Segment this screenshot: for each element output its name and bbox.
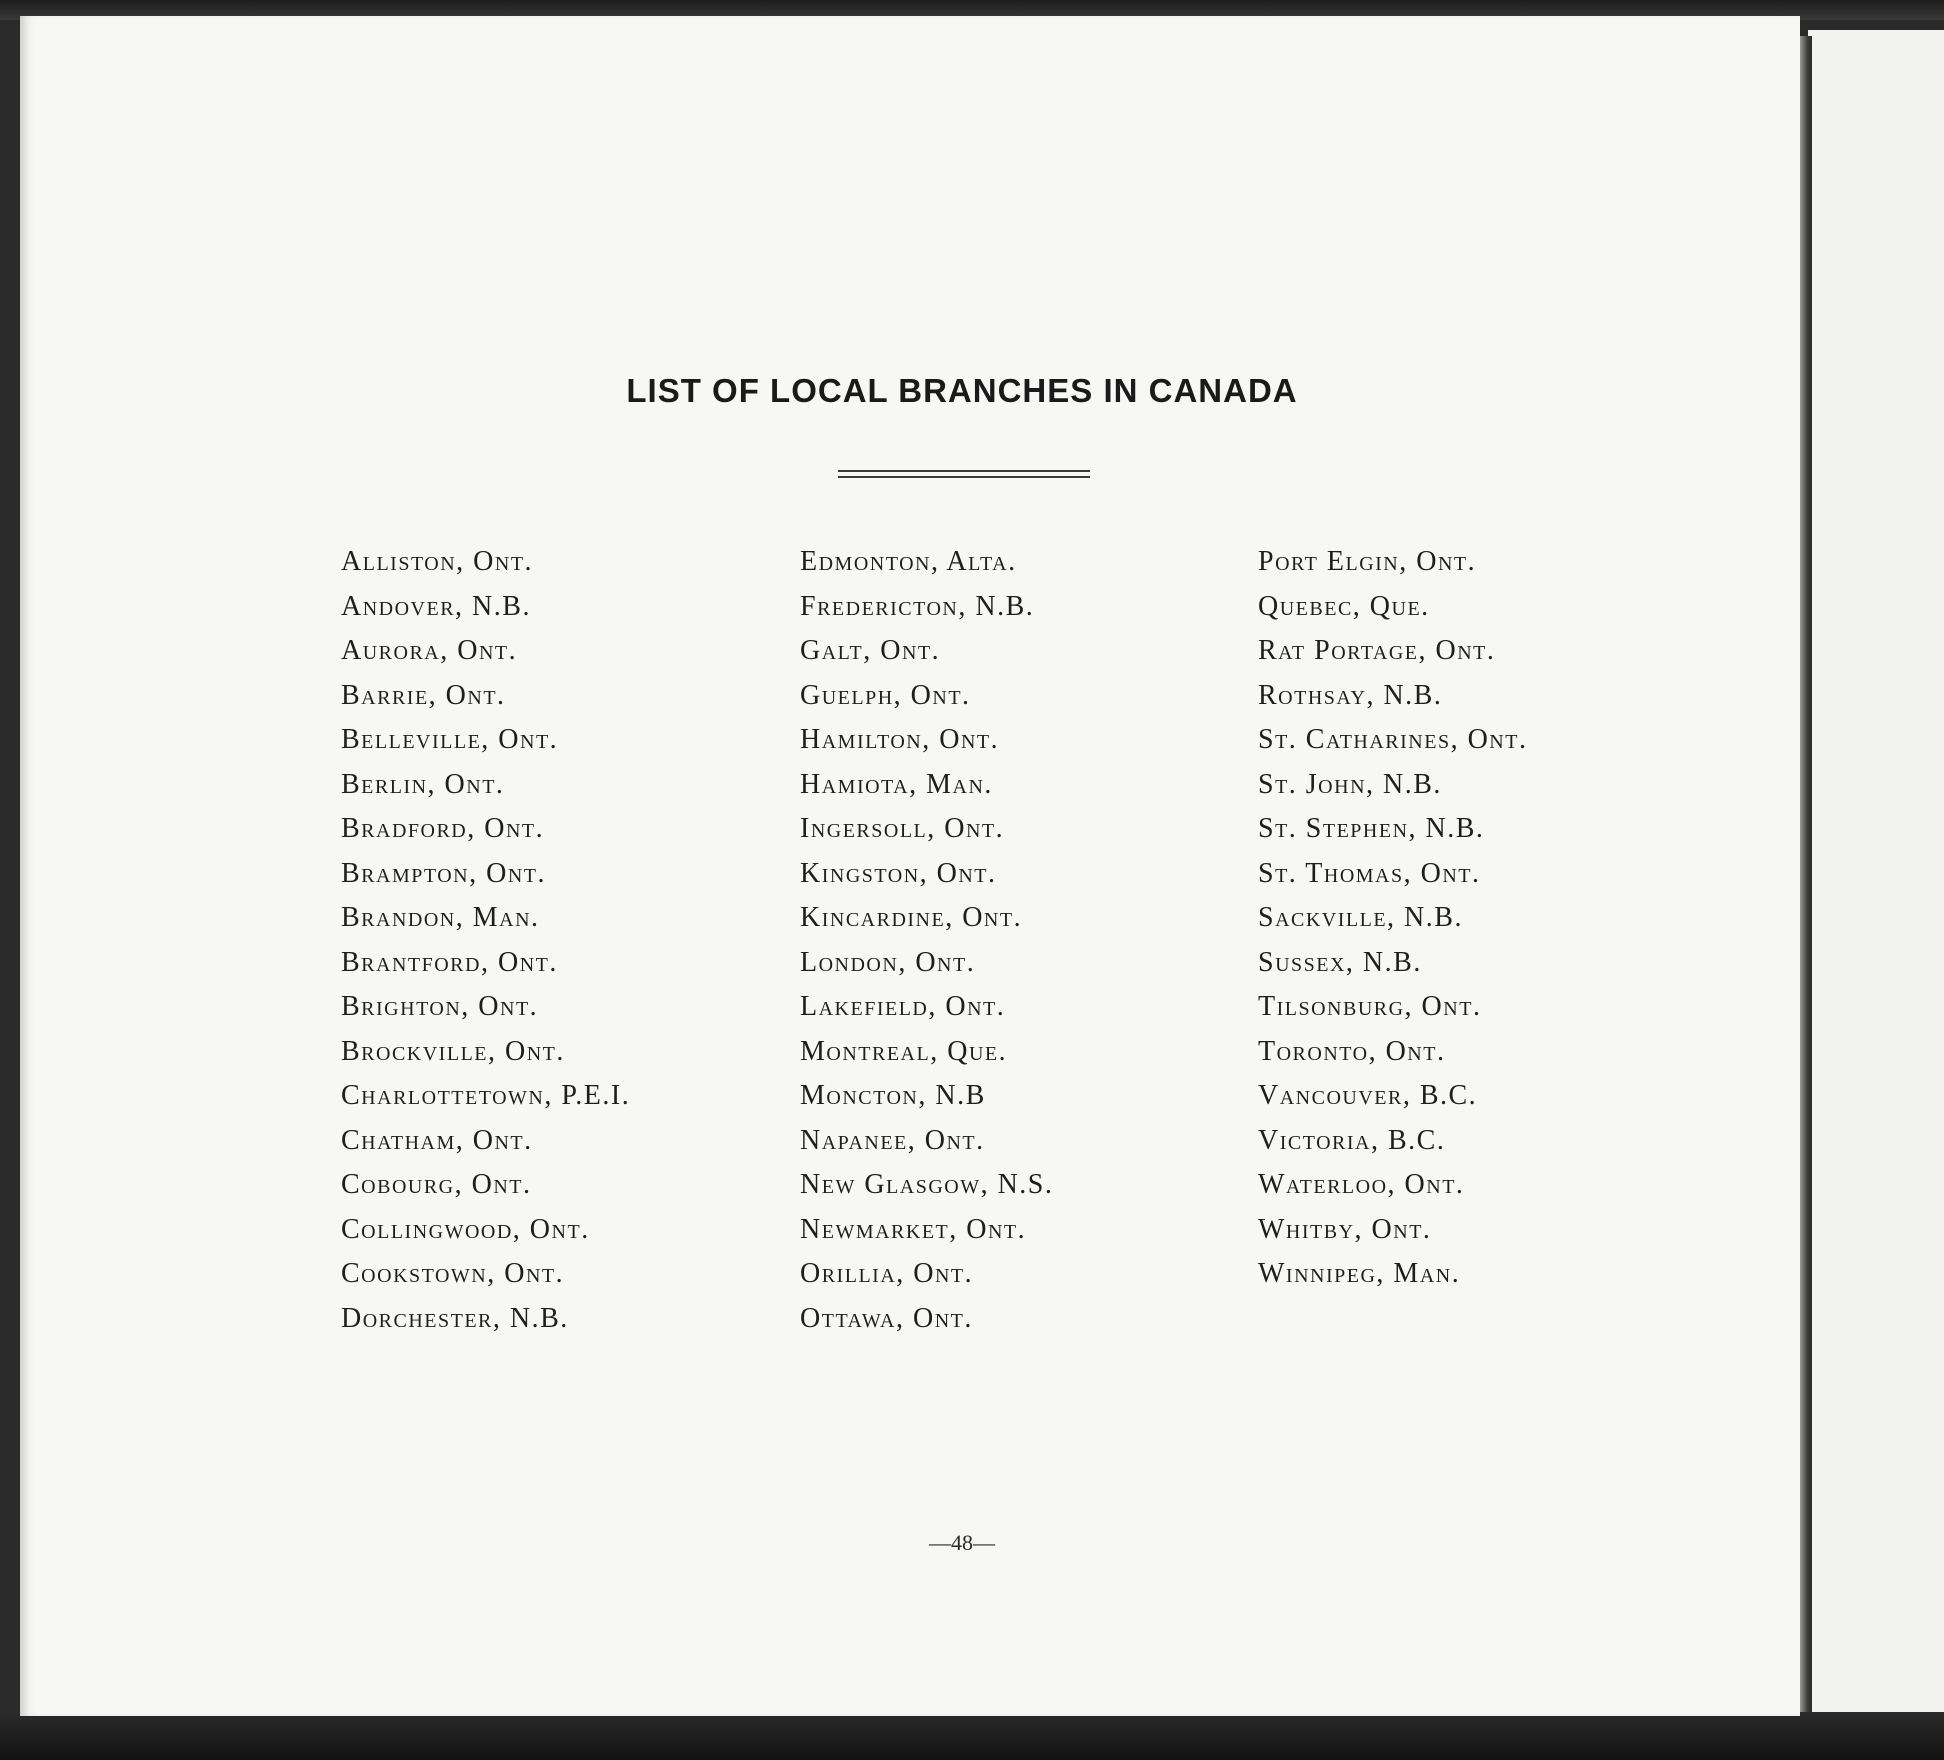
branch-list-item: New Glasgow, N.S. bbox=[800, 1169, 1054, 1200]
branch-list-item: Berlin, Ont. bbox=[341, 768, 505, 800]
branch-list-item: Napanee, Ont. bbox=[800, 1124, 985, 1156]
branch-list-item: Charlottetown, P.E.I. bbox=[341, 1080, 631, 1111]
scan-background-bottom bbox=[0, 1712, 1944, 1760]
branch-list-item: Cobourg, Ont. bbox=[341, 1169, 532, 1200]
branch-list-item: Collingwood, Ont. bbox=[341, 1213, 590, 1245]
branch-list-item: Kincardine, Ont. bbox=[800, 902, 1023, 933]
title-rule-top bbox=[838, 470, 1090, 472]
branch-list-item: Rothsay, N.B. bbox=[1258, 679, 1443, 711]
branch-list-item: Tilsonburg, Ont. bbox=[1258, 991, 1482, 1022]
branch-list-item: Fredericton, N.B. bbox=[800, 590, 1035, 622]
page-number: —48— bbox=[929, 1530, 995, 1555]
branch-list-item: Barrie, Ont. bbox=[341, 679, 506, 711]
facing-page-edge bbox=[1808, 30, 1944, 1715]
branch-list-item: Ottawa, Ont. bbox=[800, 1302, 973, 1334]
branch-list-item: Moncton, N.B bbox=[800, 1080, 986, 1111]
title-rule-bottom bbox=[838, 476, 1090, 478]
branch-list-item: Ingersoll, Ont. bbox=[800, 813, 1005, 844]
branch-list-item: Montreal, Que. bbox=[800, 1035, 1008, 1067]
branch-list-item: Aurora, Ont. bbox=[341, 635, 518, 666]
branch-list-item: Port Elgin, Ont. bbox=[1258, 546, 1477, 577]
branch-list-item: Kingston, Ont. bbox=[800, 857, 997, 889]
branch-column-3 bbox=[1258, 540, 1527, 1297]
branch-list-item: Belleville, Ont. bbox=[341, 724, 559, 755]
branch-list-item: Hamiota, Man. bbox=[800, 768, 993, 800]
branch-list-item: Brantford, Ont. bbox=[341, 946, 558, 978]
branch-list-item: London, Ont. bbox=[800, 946, 976, 978]
branch-list-item: Victoria, B.C. bbox=[1258, 1124, 1446, 1156]
branch-column-1 bbox=[341, 540, 630, 1341]
branch-list-item: Winnipeg, Man. bbox=[1258, 1258, 1461, 1289]
branch-list-item: St. Catharines, Ont. bbox=[1258, 724, 1528, 755]
branch-list-item: Sackville, N.B. bbox=[1258, 902, 1463, 933]
branch-list-item: Sussex, N.B. bbox=[1258, 946, 1422, 978]
branch-list-item: Andover, N.B. bbox=[341, 590, 531, 622]
branch-list-item: Alliston, Ont. bbox=[341, 546, 534, 577]
branch-list-item: Brandon, Man. bbox=[341, 902, 540, 933]
branch-list-item: Toronto, Ont. bbox=[1258, 1035, 1446, 1067]
page-title: LIST OF LOCAL BRANCHES IN CANADA bbox=[626, 372, 1298, 409]
branch-list-item: Edmonton, Alta. bbox=[800, 546, 1017, 577]
branch-list-item: Quebec, Que. bbox=[1258, 590, 1430, 622]
branch-list-item: Newmarket, Ont. bbox=[800, 1213, 1027, 1245]
branch-list-item: Orillia, Ont. bbox=[800, 1258, 974, 1289]
branch-list-item: Galt, Ont. bbox=[800, 635, 941, 666]
branch-list-item: Chatham, Ont. bbox=[341, 1124, 533, 1156]
branch-list-item: Hamilton, Ont. bbox=[800, 724, 1000, 755]
branch-list-item: St. Thomas, Ont. bbox=[1258, 857, 1481, 889]
branch-list-item: Brighton, Ont. bbox=[341, 991, 539, 1022]
branch-list-item: St. John, N.B. bbox=[1258, 768, 1442, 800]
branch-list-item: Vancouver, B.C. bbox=[1258, 1080, 1478, 1111]
branch-list-item: Rat Portage, Ont. bbox=[1258, 635, 1496, 666]
branch-list-item: Bradford, Ont. bbox=[341, 813, 545, 844]
branch-list-item: Waterloo, Ont. bbox=[1258, 1169, 1465, 1200]
branch-list-item: Dorchester, N.B. bbox=[341, 1302, 569, 1334]
branch-list-item: Whitby, Ont. bbox=[1258, 1213, 1432, 1245]
branch-list-item: Lakefield, Ont. bbox=[800, 991, 1006, 1022]
branch-column-2 bbox=[800, 540, 1053, 1341]
branch-list-item: Guelph, Ont. bbox=[800, 679, 971, 711]
branch-list-item: Brampton, Ont. bbox=[341, 857, 546, 889]
branch-list-item: St. Stephen, N.B. bbox=[1258, 813, 1485, 844]
branch-list-item: Cookstown, Ont. bbox=[341, 1258, 565, 1289]
branch-list-item: Brockville, Ont. bbox=[341, 1035, 565, 1067]
